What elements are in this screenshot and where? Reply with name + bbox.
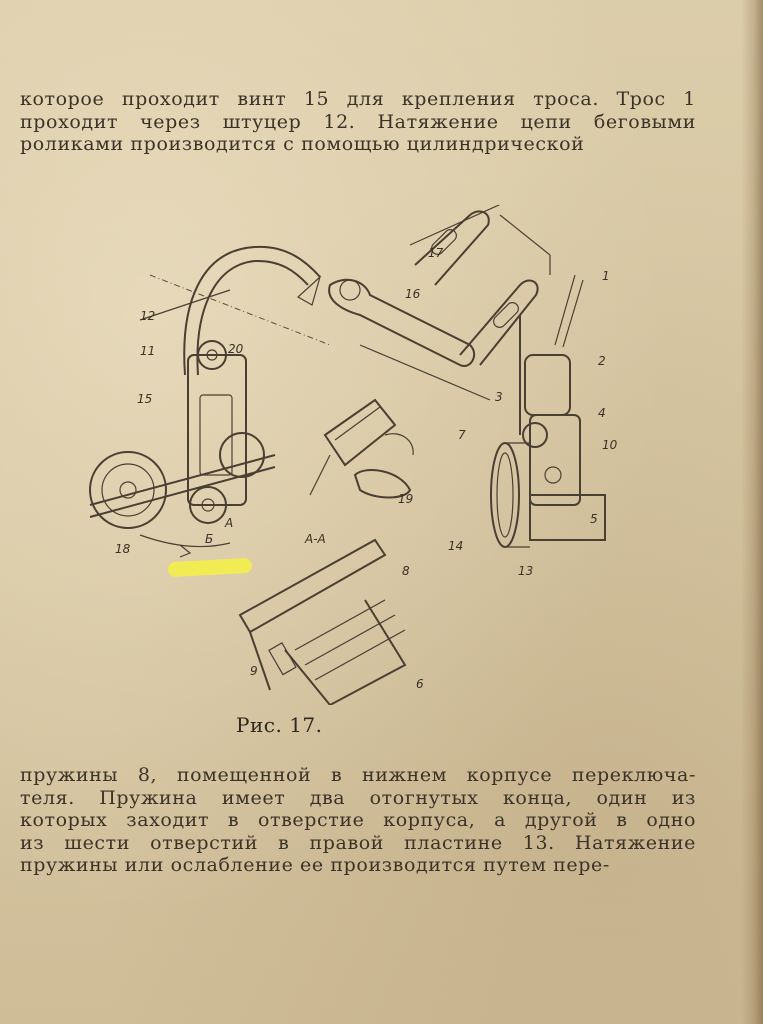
text-line: из шести отверстий в правой пластине 13. Натяжение xyxy=(20,831,696,854)
label-b: Б xyxy=(205,532,214,546)
label-16: 16 xyxy=(405,287,421,301)
top-paragraph xyxy=(20,88,696,156)
text-line: пружины 8, помещенной в нижнем корпусе переключа- xyxy=(20,764,696,786)
label-2: 2 xyxy=(598,354,606,368)
text-line: теля. Пружина имеет два отогнутых конца, один из xyxy=(20,786,696,809)
label-7: 7 xyxy=(458,428,466,442)
label-13: 13 xyxy=(518,564,534,578)
main-derailleur-drawing xyxy=(90,247,330,557)
text-line: которое проходит винт 15 для крепления троса. Трос 1 xyxy=(20,88,696,110)
label-1: 1 xyxy=(602,269,610,283)
label-15: 15 xyxy=(137,392,153,406)
label-8: 8 xyxy=(402,564,410,578)
tension-detail-drawing xyxy=(329,205,550,400)
label-19: 19 xyxy=(398,492,414,506)
label-section-aa: A-A xyxy=(305,532,326,546)
text-line: которых заходит в отверстие корпуса, а другой в одно xyxy=(20,809,696,831)
small-detail-drawing xyxy=(310,400,413,498)
label-20: 20 xyxy=(228,342,244,356)
label-a: A xyxy=(225,516,234,530)
label-6: 6 xyxy=(416,677,424,691)
label-10: 10 xyxy=(602,438,618,452)
label-5: 5 xyxy=(590,512,598,526)
bottom-paragraph xyxy=(20,764,696,877)
technical-drawing-figure xyxy=(80,205,680,705)
text-line: роликами производится с помощью цилиндрической xyxy=(20,133,585,155)
text-line: пружины или ослабление ее производится путем пере- xyxy=(20,854,610,876)
text-line: проходит через штуцер 12. Натяжение цепи беговыми xyxy=(20,110,696,133)
figure-caption: Рис. 17. xyxy=(236,713,323,737)
side-view-drawing xyxy=(491,275,605,547)
page-edge-shadow xyxy=(741,0,763,1024)
label-17: 17 xyxy=(428,246,444,260)
label-4: 4 xyxy=(598,406,606,420)
label-3: 3 xyxy=(495,390,503,404)
label-12: 12 xyxy=(140,309,156,323)
label-14: 14 xyxy=(448,539,464,553)
label-9: 9 xyxy=(250,664,258,678)
label-18: 18 xyxy=(115,542,131,556)
section-aa-drawing xyxy=(240,540,405,705)
label-11: 11 xyxy=(140,344,156,358)
